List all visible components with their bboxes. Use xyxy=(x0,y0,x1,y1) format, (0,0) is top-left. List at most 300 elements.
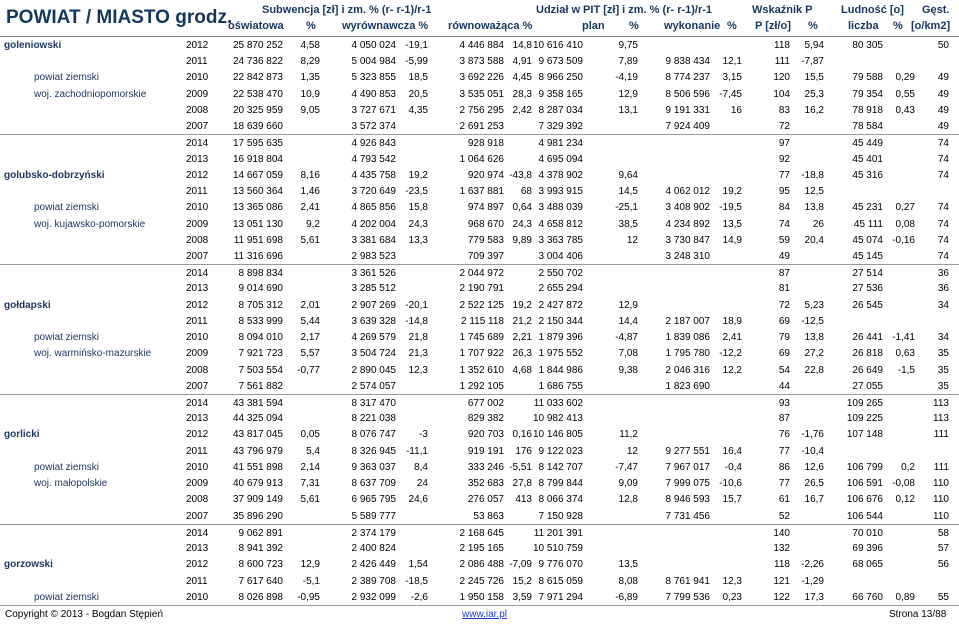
table-cell: 5,61 xyxy=(300,234,320,246)
table-cell: 84 xyxy=(778,202,790,214)
table-cell: 83 xyxy=(778,104,790,116)
table-cell: 1 839 086 xyxy=(665,332,710,344)
table-cell: 21,8 xyxy=(408,332,428,344)
table-cell: 86 xyxy=(778,461,790,473)
table-cell: 52 xyxy=(778,510,790,522)
table-cell: 19,2 xyxy=(408,169,428,181)
table-cell: 9,09 xyxy=(618,478,638,490)
table-cell: 9 191 331 xyxy=(665,104,710,116)
table-cell: 5 004 984 xyxy=(351,56,396,68)
table-cell: 2 115 118 xyxy=(460,315,504,327)
year-cell: 2008 xyxy=(186,234,209,246)
table-cell: 8 221 038 xyxy=(351,413,396,425)
table-cell: 3 535 051 xyxy=(459,88,504,100)
table-cell: 8 317 470 xyxy=(351,398,396,410)
table-cell: -3 xyxy=(419,429,428,441)
table-cell: 24 736 822 xyxy=(232,56,283,68)
col-pct-3: % xyxy=(727,20,737,32)
table-cell: 57 xyxy=(937,543,949,555)
table-cell: 9 838 434 xyxy=(665,56,710,68)
table-cell: 95 xyxy=(778,186,790,198)
table-cell: 8 506 596 xyxy=(665,88,710,100)
table-cell: 2 150 344 xyxy=(538,315,583,327)
table-cell: 35 xyxy=(937,348,949,360)
table-cell: 1 745 689 xyxy=(459,332,504,344)
table-cell: 10 616 410 xyxy=(532,40,583,51)
table-cell: 18,9 xyxy=(722,315,742,327)
table-cell: 49 xyxy=(937,104,949,116)
table-cell: 76 xyxy=(778,429,790,441)
table-cell: 45 074 xyxy=(852,234,883,246)
table-cell: 74 xyxy=(937,153,949,165)
table-cell: 0,16 xyxy=(512,429,532,441)
table-cell: 4 658 812 xyxy=(538,218,583,230)
table-cell: 43 381 594 xyxy=(232,398,283,410)
table-cell: 1 823 690 xyxy=(665,380,710,392)
col-plan: plan xyxy=(582,20,605,32)
table-cell: 74 xyxy=(937,250,949,262)
table-cell: 26,5 xyxy=(804,478,824,490)
year-cell: 2011 xyxy=(186,186,208,198)
table-cell: -14,8 xyxy=(405,315,428,327)
page-title: POWIAT / MIASTO grodz. xyxy=(6,7,233,28)
table-cell: 8 600 723 xyxy=(238,559,283,571)
table-cell: 77 xyxy=(778,478,790,490)
table-cell: 9 776 070 xyxy=(538,559,583,571)
table-cell: -12,5 xyxy=(801,315,824,327)
table-cell: -0,95 xyxy=(297,591,320,603)
table-cell: 26 818 xyxy=(852,348,883,360)
table-cell: 37 909 149 xyxy=(232,494,283,506)
table-cell: 3,59 xyxy=(512,591,532,603)
table-cell: 44 xyxy=(778,380,790,392)
table-cell: 11 951 698 xyxy=(233,234,283,246)
table-cell: -1,5 xyxy=(897,364,915,376)
table-cell: 276 057 xyxy=(467,494,504,506)
table-cell: 974 897 xyxy=(467,202,504,214)
table-cell: 2 187 007 xyxy=(665,315,710,327)
table-cell: 779 583 xyxy=(467,234,504,246)
table-cell: 18 639 660 xyxy=(232,121,283,133)
table-cell: 4 695 094 xyxy=(538,153,583,165)
table-cell: 5,57 xyxy=(300,348,320,360)
table-cell: 81 xyxy=(778,283,790,295)
table-cell: 12 xyxy=(626,445,638,457)
table-cell: 15,5 xyxy=(804,72,824,84)
district-name: gorzowski xyxy=(4,559,53,571)
table-cell: 11,2 xyxy=(619,429,638,441)
table-cell: -0,4 xyxy=(724,461,742,473)
table-cell: 34 xyxy=(937,299,949,311)
table-cell: 2 190 791 xyxy=(459,283,504,295)
table-cell: 2 426 449 xyxy=(351,559,396,571)
table-cell: 4 793 542 xyxy=(351,153,396,165)
table-cell: 26 xyxy=(812,218,824,230)
table-cell: 2 890 045 xyxy=(351,364,396,376)
table-cell: -11,1 xyxy=(405,445,428,457)
table-cell: 8 533 999 xyxy=(238,315,283,327)
table-cell: 928 918 xyxy=(467,138,504,150)
table-cell: 41 551 898 xyxy=(232,461,283,473)
table-cell: 27,2 xyxy=(804,348,824,360)
table-cell: 122 xyxy=(773,591,790,603)
table-cell: 9,75 xyxy=(618,40,638,51)
table-cell: 106 591 xyxy=(846,478,883,490)
table-cell: -0,16 xyxy=(892,234,915,246)
table-cell: 9,05 xyxy=(300,104,320,116)
table-cell: 10 982 413 xyxy=(532,413,583,425)
table-cell: 111 xyxy=(933,429,949,441)
table-cell: 49 xyxy=(937,121,949,133)
table-cell: 968 670 xyxy=(467,218,504,230)
table-cell: 74 xyxy=(937,202,949,214)
table-cell: -23,5 xyxy=(405,186,428,198)
table-cell: 4 490 853 xyxy=(351,88,396,100)
table-cell: 53 863 xyxy=(473,510,504,522)
table-cell: 12,9 xyxy=(618,88,638,100)
col-wyrownawcza: wyrównawcza % xyxy=(342,20,429,32)
table-cell: 3 727 671 xyxy=(351,104,396,116)
col-rownowazaca: równoważąca % xyxy=(448,20,533,32)
table-cell: 0,27 xyxy=(895,202,915,214)
page-footer xyxy=(0,605,959,624)
table-cell: 3 572 374 xyxy=(351,121,396,133)
table-cell: 93 xyxy=(778,398,790,410)
table-cell: 2 389 708 xyxy=(351,575,396,587)
table-cell: 35 xyxy=(937,380,949,392)
table-cell: 12,6 xyxy=(804,461,824,473)
table-cell: 9,38 xyxy=(618,364,638,376)
table-cell: 111 xyxy=(774,56,790,68)
table-cell: 3 381 684 xyxy=(351,234,396,246)
ludnosc-title: Ludność [o] xyxy=(841,4,904,16)
table-cell: 12,8 xyxy=(618,494,638,506)
table-cell: 26 649 xyxy=(852,364,883,376)
year-cell: 2010 xyxy=(186,332,209,344)
table-cell: 74 xyxy=(937,138,949,150)
table-cell: 7 503 554 xyxy=(238,364,283,376)
table-cell: 2,01 xyxy=(300,299,320,311)
table-cell: 8,29 xyxy=(300,56,320,68)
table-cell: 5,94 xyxy=(804,40,824,51)
table-cell: -2,26 xyxy=(801,559,824,571)
website-link[interactable]: www.iar.pl xyxy=(462,609,508,620)
district-name: golubsko-dobrzyński xyxy=(4,169,105,181)
year-cell: 2009 xyxy=(186,348,209,360)
table-cell: 1,35 xyxy=(300,72,320,84)
table-cell: 13,3 xyxy=(408,234,428,246)
table-cell: 77 xyxy=(778,445,790,457)
col-wykonanie: wykonanie xyxy=(664,20,721,32)
col-pct-2: % xyxy=(629,20,639,32)
table-cell: 20,4 xyxy=(804,234,824,246)
table-cell: 8 966 250 xyxy=(538,72,583,84)
table-cell: 9 277 551 xyxy=(665,445,710,457)
table-cell: 3 639 328 xyxy=(351,315,396,327)
table-cell: 118 xyxy=(774,40,790,51)
table-cell: 1 844 986 xyxy=(538,364,583,376)
table-cell: 43 796 979 xyxy=(232,445,283,457)
table-cell: 13,5 xyxy=(618,559,638,571)
table-cell: 2 655 294 xyxy=(538,283,583,295)
table-cell: 113 xyxy=(933,413,949,425)
year-cell: 2007 xyxy=(186,380,209,392)
table-cell: 22 842 873 xyxy=(232,72,283,84)
table-cell: 21,3 xyxy=(408,348,428,360)
table-cell: 24 xyxy=(416,478,428,490)
table-cell: 11 033 602 xyxy=(533,398,583,410)
table-cell: 2 756 295 xyxy=(459,104,504,116)
table-cell: 24,6 xyxy=(408,494,428,506)
table-cell: 12,1 xyxy=(722,56,742,68)
table-cell: 3 504 724 xyxy=(351,348,396,360)
table-cell: 26,3 xyxy=(512,348,532,360)
col-oswiatowa: oświatowa xyxy=(228,20,284,32)
district-name: goleniowski xyxy=(4,40,62,51)
table-cell: 49 xyxy=(778,250,790,262)
table-cell: 10 510 759 xyxy=(532,543,583,555)
table-cell: 1 686 755 xyxy=(538,380,583,392)
table-cell: 3 873 588 xyxy=(459,56,504,68)
table-cell: 2 044 972 xyxy=(459,268,504,280)
table-cell: 9 062 891 xyxy=(238,527,283,539)
table-cell: 2 245 726 xyxy=(459,575,504,587)
table-cell: 4 981 234 xyxy=(538,138,583,150)
data-table xyxy=(0,37,959,605)
table-cell: 4 435 758 xyxy=(351,169,396,181)
table-cell: 26 545 xyxy=(852,299,883,311)
table-cell: 8 326 945 xyxy=(351,445,396,457)
table-cell: 677 002 xyxy=(467,398,504,410)
table-cell: 36 xyxy=(937,268,949,280)
table-cell: 0,63 xyxy=(895,348,915,360)
table-cell: 45 145 xyxy=(852,250,883,262)
table-cell: 3 692 226 xyxy=(459,72,504,84)
table-cell: 1 879 396 xyxy=(538,332,583,344)
table-cell: -20,1 xyxy=(405,299,428,311)
table-cell: 829 382 xyxy=(467,413,504,425)
table-cell: 109 265 xyxy=(846,398,883,410)
table-cell: 55 xyxy=(937,591,949,603)
table-cell: 38,5 xyxy=(618,218,638,230)
table-cell: 352 683 xyxy=(467,478,504,490)
table-cell: 106 799 xyxy=(846,461,883,473)
table-cell: 110 xyxy=(933,510,949,522)
table-cell: 16,7 xyxy=(804,494,824,506)
table-cell: 7 561 882 xyxy=(238,380,283,392)
table-cell: 5,23 xyxy=(804,299,824,311)
table-cell: 5,4 xyxy=(306,445,320,457)
year-cell: 2009 xyxy=(186,88,209,100)
table-cell: 14,4 xyxy=(618,315,638,327)
table-cell: 35 896 290 xyxy=(232,510,283,522)
table-cell: 44 325 094 xyxy=(232,413,283,425)
district-label: powiat ziemski xyxy=(34,332,100,344)
table-cell: 920 703 xyxy=(467,429,504,441)
year-cell: 2014 xyxy=(186,138,209,150)
table-cell: 6 965 795 xyxy=(351,494,396,506)
table-cell: 111 xyxy=(933,461,949,473)
table-cell: 25 870 252 xyxy=(232,40,283,51)
table-cell: 7 921 723 xyxy=(238,348,283,360)
table-cell: -1,76 xyxy=(801,429,824,441)
table-cell: 77 xyxy=(778,169,790,181)
col-pct-1: % xyxy=(306,20,316,32)
col-density: [o/km2] xyxy=(911,20,951,32)
table-cell: 4,58 xyxy=(300,40,320,51)
table-cell: -4,19 xyxy=(615,72,638,84)
table-cell: 50 xyxy=(937,40,949,51)
table-cell: 2 691 253 xyxy=(459,121,504,133)
year-cell: 2010 xyxy=(186,202,209,214)
table-cell: 8 774 237 xyxy=(665,72,710,84)
table-cell: 15,7 xyxy=(722,494,742,506)
table-cell: 15,2 xyxy=(512,575,532,587)
table-cell: -4,87 xyxy=(615,332,638,344)
table-cell: 0,55 xyxy=(895,88,915,100)
year-cell: 2013 xyxy=(186,283,209,295)
year-cell: 2008 xyxy=(186,104,209,116)
report-header xyxy=(0,0,959,37)
table-cell: -43,8 xyxy=(509,169,532,181)
table-cell: 5,44 xyxy=(300,315,320,327)
table-cell: 8 637 709 xyxy=(351,478,396,490)
table-cell: -5,99 xyxy=(405,56,428,68)
table-cell: 1,46 xyxy=(300,186,320,198)
table-cell: -7,09 xyxy=(509,559,532,571)
table-cell: 7 971 294 xyxy=(538,591,583,603)
table-cell: 22,8 xyxy=(804,364,824,376)
district-name: gorlicki xyxy=(4,429,40,441)
table-cell: 16 xyxy=(730,104,742,116)
year-cell: 2014 xyxy=(186,398,209,410)
table-cell: 140 xyxy=(773,527,790,539)
table-cell: 7 731 456 xyxy=(665,510,710,522)
copyright-text: Copyright © 2013 - Bogdan Stępień xyxy=(5,609,164,620)
year-cell: 2010 xyxy=(186,591,209,603)
table-cell: 7,89 xyxy=(618,56,638,68)
table-cell: -7,45 xyxy=(719,88,742,100)
table-cell: -10,4 xyxy=(801,445,824,457)
table-cell: 20,5 xyxy=(408,88,428,100)
table-cell: 2 907 269 xyxy=(351,299,396,311)
table-cell: 110 xyxy=(933,494,949,506)
district-label: woj. warmińsko-mazurskie xyxy=(34,348,152,360)
table-cell: 0,29 xyxy=(895,72,915,84)
subwencja-title: Subwencja [zł] i zm. % (r- r-1)/r-1 xyxy=(262,4,432,16)
table-cell: 13 051 130 xyxy=(232,218,283,230)
year-cell: 2011 xyxy=(186,315,208,327)
district-label: powiat ziemski xyxy=(34,202,100,214)
table-cell: 9,89 xyxy=(512,234,532,246)
table-cell: -6,89 xyxy=(615,591,638,603)
table-cell: 7 999 075 xyxy=(665,478,710,490)
year-cell: 2008 xyxy=(186,494,209,506)
year-cell: 2012 xyxy=(186,169,209,181)
year-cell: 2007 xyxy=(186,510,209,522)
table-cell: 45 231 xyxy=(852,202,883,214)
table-cell: 49 xyxy=(937,88,949,100)
table-cell: 3 993 915 xyxy=(538,186,583,198)
table-cell: 21,2 xyxy=(512,315,532,327)
table-cell: 13,8 xyxy=(804,202,824,214)
table-cell: 16,4 xyxy=(722,445,742,457)
table-cell: 14,9 xyxy=(722,234,742,246)
table-cell: 54 xyxy=(778,364,790,376)
year-cell: 2013 xyxy=(186,153,209,165)
table-cell: 0,89 xyxy=(895,591,915,603)
table-cell: -18,5 xyxy=(405,575,428,587)
table-cell: 36 xyxy=(937,283,949,295)
table-cell: 0,05 xyxy=(300,429,320,441)
table-cell: 12,3 xyxy=(722,575,742,587)
table-cell: 2,41 xyxy=(300,202,320,214)
year-cell: 2014 xyxy=(186,527,209,539)
table-cell: 110 xyxy=(933,478,949,490)
table-cell: 8 898 834 xyxy=(238,268,283,280)
table-cell: 4,35 xyxy=(408,104,428,116)
table-cell: -0,77 xyxy=(297,364,320,376)
table-cell: 3 361 526 xyxy=(351,268,396,280)
table-cell: -7,87 xyxy=(801,56,824,68)
table-cell: -2,6 xyxy=(410,591,428,603)
table-cell: 79 354 xyxy=(852,88,883,100)
table-cell: 16,2 xyxy=(804,104,824,116)
table-cell: 2 374 179 xyxy=(351,527,396,539)
table-cell: 13,1 xyxy=(618,104,638,116)
table-cell: 12,2 xyxy=(722,364,742,376)
table-cell: 13,8 xyxy=(804,332,824,344)
table-cell: 40 679 913 xyxy=(232,478,283,490)
table-cell: 2 046 316 xyxy=(665,364,710,376)
table-cell: 8 705 312 xyxy=(238,299,283,311)
table-cell: 7 924 409 xyxy=(665,121,710,133)
table-cell: 97 xyxy=(778,138,790,150)
table-cell: 3 488 039 xyxy=(538,202,583,214)
table-cell: 0,2 xyxy=(901,461,915,473)
table-cell: 4 234 892 xyxy=(665,218,710,230)
table-cell: 74 xyxy=(937,218,949,230)
table-cell: 10,9 xyxy=(300,88,320,100)
district-name: gołdapski xyxy=(4,299,51,311)
table-cell: 14 667 059 xyxy=(232,169,283,181)
col-pct-4: % xyxy=(808,20,818,32)
table-cell: 8,4 xyxy=(414,461,428,473)
table-cell: 120 xyxy=(773,72,790,84)
table-cell: 4 378 902 xyxy=(538,169,583,181)
year-cell: 2012 xyxy=(186,299,209,311)
year-cell: 2014 xyxy=(186,268,209,280)
table-cell: 8 615 059 xyxy=(538,575,583,587)
district-label: woj. małopolskie xyxy=(34,478,108,490)
table-cell: 45 316 xyxy=(852,169,883,181)
table-cell: 12,5 xyxy=(804,186,824,198)
year-cell: 2009 xyxy=(186,478,209,490)
table-cell: 87 xyxy=(778,413,790,425)
table-cell: 106 544 xyxy=(846,510,883,522)
table-cell: 1 975 552 xyxy=(538,348,583,360)
table-cell: 4,68 xyxy=(512,364,532,376)
table-cell: 34 xyxy=(937,332,949,344)
table-cell: 7 329 392 xyxy=(538,121,583,133)
table-cell: 11 316 696 xyxy=(233,250,283,262)
table-cell: 104 xyxy=(773,88,790,100)
table-cell: 176 xyxy=(515,445,532,457)
table-cell: 2 983 523 xyxy=(351,250,396,262)
table-cell: 68 xyxy=(520,186,532,198)
table-cell: 16 918 804 xyxy=(232,153,283,165)
table-cell: 2 195 165 xyxy=(459,543,504,555)
